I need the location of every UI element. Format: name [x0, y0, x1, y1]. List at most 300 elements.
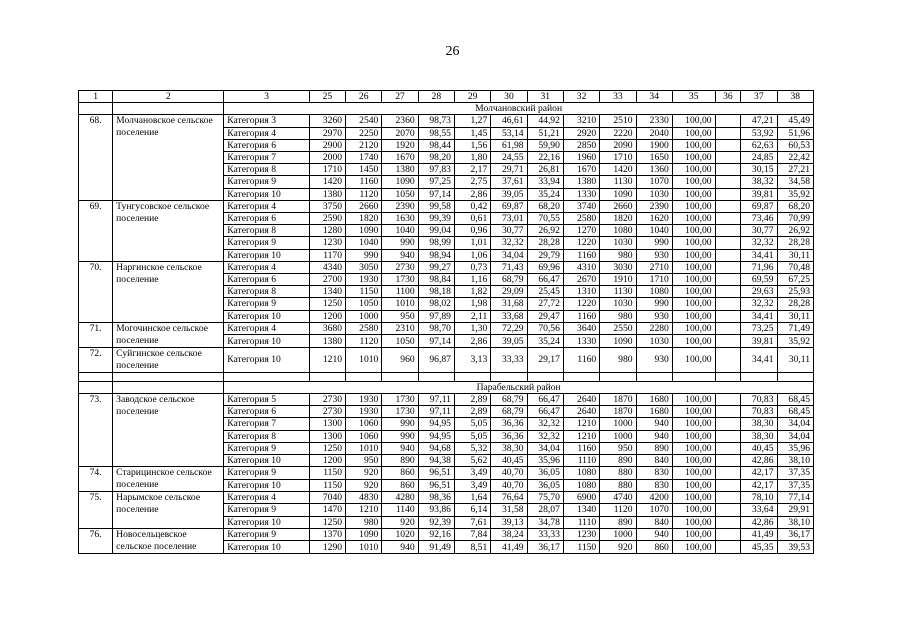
column-header: 25 [309, 91, 345, 103]
value-cell: 69,96 [527, 261, 563, 273]
value-cell: 990 [346, 249, 382, 261]
value-cell: 38,24 [491, 528, 527, 541]
value-cell [715, 237, 741, 249]
value-cell: 1650 [636, 152, 672, 164]
value-cell [715, 286, 741, 298]
value-cell: 1380 [563, 176, 599, 188]
value-cell: 100,00 [672, 286, 715, 298]
value-cell: 35,96 [777, 442, 814, 454]
table-row [79, 394, 814, 406]
value-cell: 70,99 [777, 213, 814, 225]
value-cell: 100,00 [672, 322, 715, 335]
category-label: Категория 8 [224, 286, 309, 298]
value-cell: 2660 [600, 200, 636, 212]
value-cell: 59,90 [527, 139, 563, 151]
value-cell [715, 188, 741, 200]
value-cell: 2000 [309, 152, 345, 164]
value-cell: 3,49 [454, 479, 490, 492]
value-cell: 97,89 [418, 310, 454, 322]
category-label: Категория 9 [224, 528, 309, 541]
value-cell: 36,36 [491, 430, 527, 442]
value-cell: 3750 [309, 200, 345, 212]
category-label: Категория 4 [224, 322, 309, 335]
value-cell: 33,68 [491, 310, 527, 322]
value-cell: 940 [636, 430, 672, 442]
category-label: Категория 10 [224, 310, 309, 322]
value-cell: 1200 [309, 310, 345, 322]
value-cell: 33,33 [527, 528, 563, 541]
value-cell: 68,20 [527, 200, 563, 212]
table-cell [563, 372, 599, 381]
value-cell: 1290 [309, 541, 345, 554]
category-label: Категория 9 [224, 298, 309, 310]
category-label: Категория 10 [224, 479, 309, 492]
value-cell: 2580 [346, 322, 382, 335]
value-cell: 100,00 [672, 274, 715, 286]
column-header: 1 [79, 91, 113, 103]
value-cell: 47,21 [741, 115, 777, 127]
value-cell: 45,49 [777, 115, 814, 127]
value-cell: 960 [382, 347, 418, 372]
value-cell: 1050 [346, 298, 382, 310]
value-cell: 990 [382, 430, 418, 442]
value-cell: 93,86 [418, 504, 454, 516]
value-cell: 98,18 [418, 286, 454, 298]
value-cell: 2220 [600, 127, 636, 139]
value-cell: 920 [346, 467, 382, 480]
value-cell: 98,02 [418, 298, 454, 310]
value-cell: 100,00 [672, 467, 715, 480]
value-cell: 98,84 [418, 274, 454, 286]
category-label: Категория 4 [224, 261, 309, 273]
table-cell [79, 103, 113, 115]
value-cell: 71,49 [777, 322, 814, 335]
value-cell: 1000 [346, 310, 382, 322]
value-cell: 4740 [600, 492, 636, 504]
value-cell: 7,84 [454, 528, 490, 541]
value-cell: 1820 [346, 213, 382, 225]
value-cell: 1160 [563, 310, 599, 322]
value-cell: 860 [382, 467, 418, 480]
value-cell: 1220 [563, 237, 599, 249]
value-cell [715, 504, 741, 516]
value-cell: 37,35 [777, 479, 814, 492]
category-label: Категория 7 [224, 418, 309, 430]
category-label: Категория 10 [224, 455, 309, 467]
row-number: 71. [79, 322, 113, 347]
value-cell: 1960 [563, 152, 599, 164]
value-cell: 97,25 [418, 176, 454, 188]
row-number: 73. [79, 394, 113, 467]
value-cell: 980 [346, 516, 382, 528]
value-cell [715, 200, 741, 212]
value-cell: 2070 [382, 127, 418, 139]
value-cell: 1150 [309, 479, 345, 492]
value-cell: 29,71 [491, 164, 527, 176]
value-cell: 1040 [636, 225, 672, 237]
table-row [79, 492, 814, 504]
value-cell: 100,00 [672, 213, 715, 225]
value-cell: 1090 [600, 188, 636, 200]
value-cell [715, 406, 741, 418]
value-cell: 1,16 [454, 274, 490, 286]
table-cell [346, 372, 382, 381]
value-cell: 2920 [563, 127, 599, 139]
value-cell: 4830 [346, 492, 382, 504]
category-label: Категория 8 [224, 164, 309, 176]
header-row [79, 91, 814, 103]
value-cell: 38,30 [491, 442, 527, 454]
value-cell: 1740 [346, 152, 382, 164]
value-cell: 2250 [346, 127, 382, 139]
row-number: 74. [79, 467, 113, 492]
value-cell: 880 [600, 467, 636, 480]
value-cell: 7040 [309, 492, 345, 504]
value-cell: 1090 [382, 176, 418, 188]
value-cell: 3260 [309, 115, 345, 127]
value-cell: 70,83 [741, 394, 777, 406]
value-cell [715, 127, 741, 139]
value-cell: 940 [382, 541, 418, 554]
value-cell: 35,92 [777, 335, 814, 348]
value-cell: 4280 [382, 492, 418, 504]
value-cell: 100,00 [672, 406, 715, 418]
value-cell: 2550 [600, 322, 636, 335]
value-cell: 2360 [382, 115, 418, 127]
settlement-name: Молчановское сельское поселение [113, 115, 224, 200]
value-cell [715, 467, 741, 480]
value-cell: 1150 [309, 467, 345, 480]
value-cell [715, 176, 741, 188]
value-cell: 1340 [309, 286, 345, 298]
value-cell: 1930 [346, 274, 382, 286]
row-number: 68. [79, 115, 113, 200]
value-cell [715, 152, 741, 164]
value-cell: 35,24 [527, 335, 563, 348]
value-cell: 1210 [346, 504, 382, 516]
category-label: Категория 6 [224, 139, 309, 151]
value-cell: 2090 [600, 139, 636, 151]
value-cell: 2730 [382, 261, 418, 273]
value-cell: 26,81 [527, 164, 563, 176]
value-cell: 5,32 [454, 442, 490, 454]
value-cell: 1380 [309, 335, 345, 348]
value-cell: 94,95 [418, 430, 454, 442]
value-cell: 34,41 [741, 310, 777, 322]
value-cell: 1060 [346, 418, 382, 430]
value-cell: 51,21 [527, 127, 563, 139]
value-cell: 1470 [309, 504, 345, 516]
value-cell: 1420 [309, 176, 345, 188]
value-cell [715, 442, 741, 454]
value-cell: 2,11 [454, 310, 490, 322]
value-cell: 91,49 [418, 541, 454, 554]
value-cell: 30,11 [777, 249, 814, 261]
value-cell: 68,45 [777, 394, 814, 406]
value-cell: 68,20 [777, 200, 814, 212]
value-cell [715, 115, 741, 127]
value-cell: 92,16 [418, 528, 454, 541]
value-cell: 39,81 [741, 335, 777, 348]
value-cell: 38,30 [741, 418, 777, 430]
value-cell [715, 479, 741, 492]
value-cell: 70,56 [527, 322, 563, 335]
value-cell: 0,73 [454, 261, 490, 273]
region-row [79, 381, 814, 393]
value-cell: 2,86 [454, 335, 490, 348]
table-cell [715, 372, 741, 381]
value-cell: 2700 [309, 274, 345, 286]
value-cell: 30,77 [741, 225, 777, 237]
value-cell [715, 164, 741, 176]
value-cell: 1090 [346, 528, 382, 541]
value-cell [715, 310, 741, 322]
table-row [79, 261, 814, 273]
value-cell: 1160 [346, 176, 382, 188]
value-cell: 1680 [636, 406, 672, 418]
value-cell: 36,17 [777, 528, 814, 541]
value-cell: 98,55 [418, 127, 454, 139]
table-cell [741, 372, 777, 381]
value-cell: 22,16 [527, 152, 563, 164]
value-cell: 3050 [346, 261, 382, 273]
column-header: 3 [224, 91, 309, 103]
value-cell: 1120 [600, 504, 636, 516]
column-header: 34 [636, 91, 672, 103]
value-cell: 1030 [600, 237, 636, 249]
region-name: Молчановский район [224, 103, 814, 115]
value-cell: 1120 [346, 188, 382, 200]
category-label: Категория 6 [224, 274, 309, 286]
value-cell: 100,00 [672, 200, 715, 212]
value-cell: 5,62 [454, 455, 490, 467]
value-cell: 96,51 [418, 479, 454, 492]
value-cell: 2900 [309, 139, 345, 151]
value-cell: 100,00 [672, 418, 715, 430]
value-cell [715, 528, 741, 541]
value-cell: 100,00 [672, 528, 715, 541]
value-cell [715, 335, 741, 348]
value-cell: 1080 [600, 225, 636, 237]
value-cell: 31,68 [491, 298, 527, 310]
value-cell: 53,92 [741, 127, 777, 139]
value-cell: 830 [636, 479, 672, 492]
value-cell: 0,96 [454, 225, 490, 237]
value-cell: 28,28 [777, 237, 814, 249]
value-cell: 1420 [600, 164, 636, 176]
value-cell: 920 [382, 516, 418, 528]
value-cell: 840 [636, 455, 672, 467]
value-cell: 37,35 [777, 467, 814, 480]
table-row [79, 200, 814, 212]
value-cell [715, 418, 741, 430]
column-header: 2 [113, 91, 224, 103]
value-cell [715, 347, 741, 372]
value-cell: 100,00 [672, 442, 715, 454]
value-cell: 1210 [309, 347, 345, 372]
value-cell: 1010 [346, 442, 382, 454]
value-cell: 1330 [563, 188, 599, 200]
value-cell: 70,48 [777, 261, 814, 273]
value-cell: 100,00 [672, 455, 715, 467]
category-label: Категория 10 [224, 188, 309, 200]
value-cell: 1250 [309, 442, 345, 454]
value-cell: 3680 [309, 322, 345, 335]
value-cell: 33,94 [527, 176, 563, 188]
value-cell: 5,05 [454, 418, 490, 430]
value-cell: 7,61 [454, 516, 490, 528]
value-cell: 1140 [382, 504, 418, 516]
value-cell: 1070 [636, 504, 672, 516]
value-cell: 2640 [563, 394, 599, 406]
value-cell: 100,00 [672, 225, 715, 237]
value-cell: 0,61 [454, 213, 490, 225]
value-cell: 1230 [563, 528, 599, 541]
value-cell: 980 [600, 249, 636, 261]
value-cell: 100,00 [672, 152, 715, 164]
row-number: 75. [79, 492, 113, 529]
value-cell: 1870 [600, 394, 636, 406]
value-cell: 940 [636, 528, 672, 541]
column-header: 32 [563, 91, 599, 103]
value-cell: 42,86 [741, 516, 777, 528]
value-cell: 27,72 [527, 298, 563, 310]
settlement-name: Тунгусовское сельское поселение [113, 200, 224, 261]
value-cell: 73,01 [491, 213, 527, 225]
value-cell: 99,39 [418, 213, 454, 225]
value-cell: 990 [382, 418, 418, 430]
value-cell: 930 [636, 310, 672, 322]
value-cell: 1,64 [454, 492, 490, 504]
value-cell: 24,55 [491, 152, 527, 164]
value-cell: 1050 [382, 188, 418, 200]
value-cell: 75,70 [527, 492, 563, 504]
value-cell: 36,05 [527, 479, 563, 492]
value-cell: 34,41 [741, 347, 777, 372]
table-cell [113, 372, 224, 381]
value-cell: 1450 [346, 164, 382, 176]
value-cell: 1380 [309, 188, 345, 200]
value-cell: 69,87 [741, 200, 777, 212]
value-cell: 1000 [600, 418, 636, 430]
value-cell: 38,10 [777, 516, 814, 528]
value-cell: 2590 [309, 213, 345, 225]
category-label: Категория 5 [224, 394, 309, 406]
value-cell: 1620 [636, 213, 672, 225]
value-cell: 1380 [382, 164, 418, 176]
column-header: 33 [600, 91, 636, 103]
value-cell: 1310 [563, 286, 599, 298]
value-cell: 42,86 [741, 455, 777, 467]
value-cell: 1670 [563, 164, 599, 176]
value-cell: 100,00 [672, 541, 715, 554]
row-number: 69. [79, 200, 113, 261]
value-cell: 1110 [563, 516, 599, 528]
value-cell: 990 [636, 298, 672, 310]
value-cell: 1040 [346, 237, 382, 249]
value-cell: 1080 [563, 467, 599, 480]
value-cell: 33,33 [491, 347, 527, 372]
category-label: Категория 8 [224, 225, 309, 237]
value-cell: 35,92 [777, 188, 814, 200]
value-cell: 1330 [563, 335, 599, 348]
value-cell [715, 261, 741, 273]
value-cell: 68,79 [491, 274, 527, 286]
value-cell: 39,05 [491, 188, 527, 200]
value-cell: 990 [382, 237, 418, 249]
value-cell: 34,41 [741, 249, 777, 261]
value-cell: 2280 [636, 322, 672, 335]
value-cell: 68,79 [491, 394, 527, 406]
value-cell: 100,00 [672, 310, 715, 322]
value-cell: 1120 [346, 335, 382, 348]
settlement-name: Новосельцевское сельское поселение [113, 528, 224, 553]
value-cell: 34,04 [777, 430, 814, 442]
value-cell: 1250 [309, 516, 345, 528]
value-cell: 890 [636, 442, 672, 454]
value-cell: 1730 [382, 406, 418, 418]
row-number: 72. [79, 347, 113, 372]
value-cell: 1900 [636, 139, 672, 151]
value-cell: 100,00 [672, 504, 715, 516]
spacer-row [79, 372, 814, 381]
value-cell: 1,30 [454, 322, 490, 335]
value-cell: 1000 [600, 430, 636, 442]
value-cell: 98,20 [418, 152, 454, 164]
value-cell: 1090 [346, 225, 382, 237]
value-cell: 1210 [563, 430, 599, 442]
value-cell: 40,70 [491, 467, 527, 480]
value-cell: 29,79 [527, 249, 563, 261]
value-cell: 6,14 [454, 504, 490, 516]
value-cell: 2970 [309, 127, 345, 139]
row-number: 76. [79, 528, 113, 553]
column-header: 27 [382, 91, 418, 103]
value-cell: 68,45 [777, 406, 814, 418]
row-number: 70. [79, 261, 113, 322]
settlement-name: Нарымское сельское поселение [113, 492, 224, 529]
value-cell: 29,91 [777, 504, 814, 516]
value-cell: 860 [382, 479, 418, 492]
value-cell: 830 [636, 467, 672, 480]
value-cell: 1010 [346, 541, 382, 554]
value-cell: 94,68 [418, 442, 454, 454]
value-cell: 3,13 [454, 347, 490, 372]
value-cell: 70,83 [741, 406, 777, 418]
value-cell: 2730 [309, 394, 345, 406]
value-cell: 100,00 [672, 115, 715, 127]
value-cell: 34,04 [527, 442, 563, 454]
settlement-name: Наргинское сельское поселение [113, 261, 224, 322]
value-cell: 1730 [382, 394, 418, 406]
value-cell: 100,00 [672, 164, 715, 176]
value-cell: 99,04 [418, 225, 454, 237]
value-cell: 1360 [636, 164, 672, 176]
value-cell: 950 [346, 455, 382, 467]
value-cell: 38,10 [777, 455, 814, 467]
value-cell: 98,36 [418, 492, 454, 504]
value-cell: 930 [636, 347, 672, 372]
category-label: Категория 4 [224, 492, 309, 504]
value-cell: 73,46 [741, 213, 777, 225]
value-cell: 96,87 [418, 347, 454, 372]
column-header: 31 [527, 91, 563, 103]
value-cell: 1160 [563, 442, 599, 454]
value-cell: 3,49 [454, 467, 490, 480]
value-cell: 1080 [563, 479, 599, 492]
value-cell: 1,80 [454, 152, 490, 164]
value-cell: 940 [382, 249, 418, 261]
